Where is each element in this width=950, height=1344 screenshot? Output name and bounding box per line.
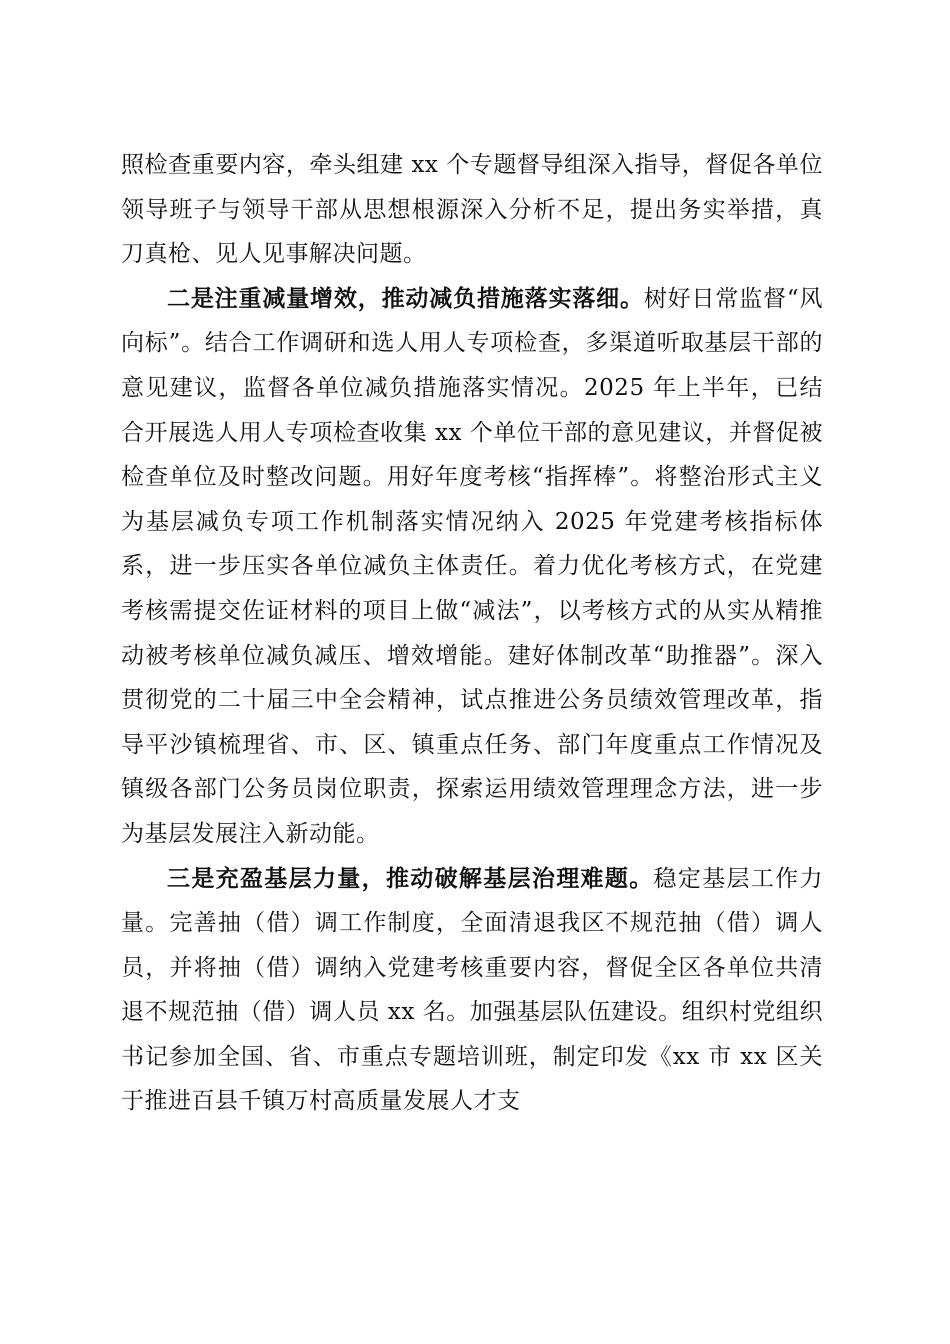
paragraph-lead: 三是充盈基层力量，推动破解基层治理难题。 <box>167 864 654 892</box>
document-body <box>121 143 823 1124</box>
paragraph-continued <box>121 143 823 277</box>
paragraph-three <box>121 857 823 1125</box>
paragraph-text: 稳定基层工作力量。完善抽（借）调工作制度，全面清退我区不规范抽（借）调人员，并将抽（借）调纳入党建考核重要内容，督促全区各单位共清退不规范抽（借）调人员 xx 名。加强基层队伍建设。组织村党组织书记参加全国、省、市重点专题培训班，制定印发《xx 市 xx 区关于推进百县千镇万村高质量发展人才支 <box>121 865 824 1115</box>
paragraph-lead: 二是注重减量增效，推动减负措施落实落细。 <box>167 284 644 312</box>
paragraph-text: 树好日常监督“风向标”。结合工作调研和选人用人专项检查，多渠道听取基层干部的意见建议，监督各单位减负措施落实情况。2025 年上半年，已结合开展选人用人专项检查收集 xx 个单位干部的意见建议，并督促被检查单位及时整改问题。用好年度考核“指挥棒”。将整治形式主义为基层减负专项工作机制落实情况纳入 2025 年党建考核指标体系，进一步压实各单位减负主体责任。着力优化考核方式，在党建考核需提交佐证材料的项目上做“减法”，以考核方式的从实从精推动被考核单位减负减压、增效增能。建好体制改革“助推器”。深入贯彻党的二十届三中全会精神，试点推进公务员绩效管理改革，指导平沙镇梳理省、市、区、镇重点任务、部门年度重点工作情况及镇级各部门公务员岗位职责，探索运用绩效管理理念方法，进一步为基层发展注入新动能。 <box>121 285 823 847</box>
paragraph-text: 照检查重要内容，牵头组建 xx 个专题督导组深入指导，督促各单位领导班子与领导干部从思想根源深入分析不足，提出务实举措，真刀真枪、见人见事解决问题。 <box>121 152 823 268</box>
paragraph-two <box>121 277 823 857</box>
